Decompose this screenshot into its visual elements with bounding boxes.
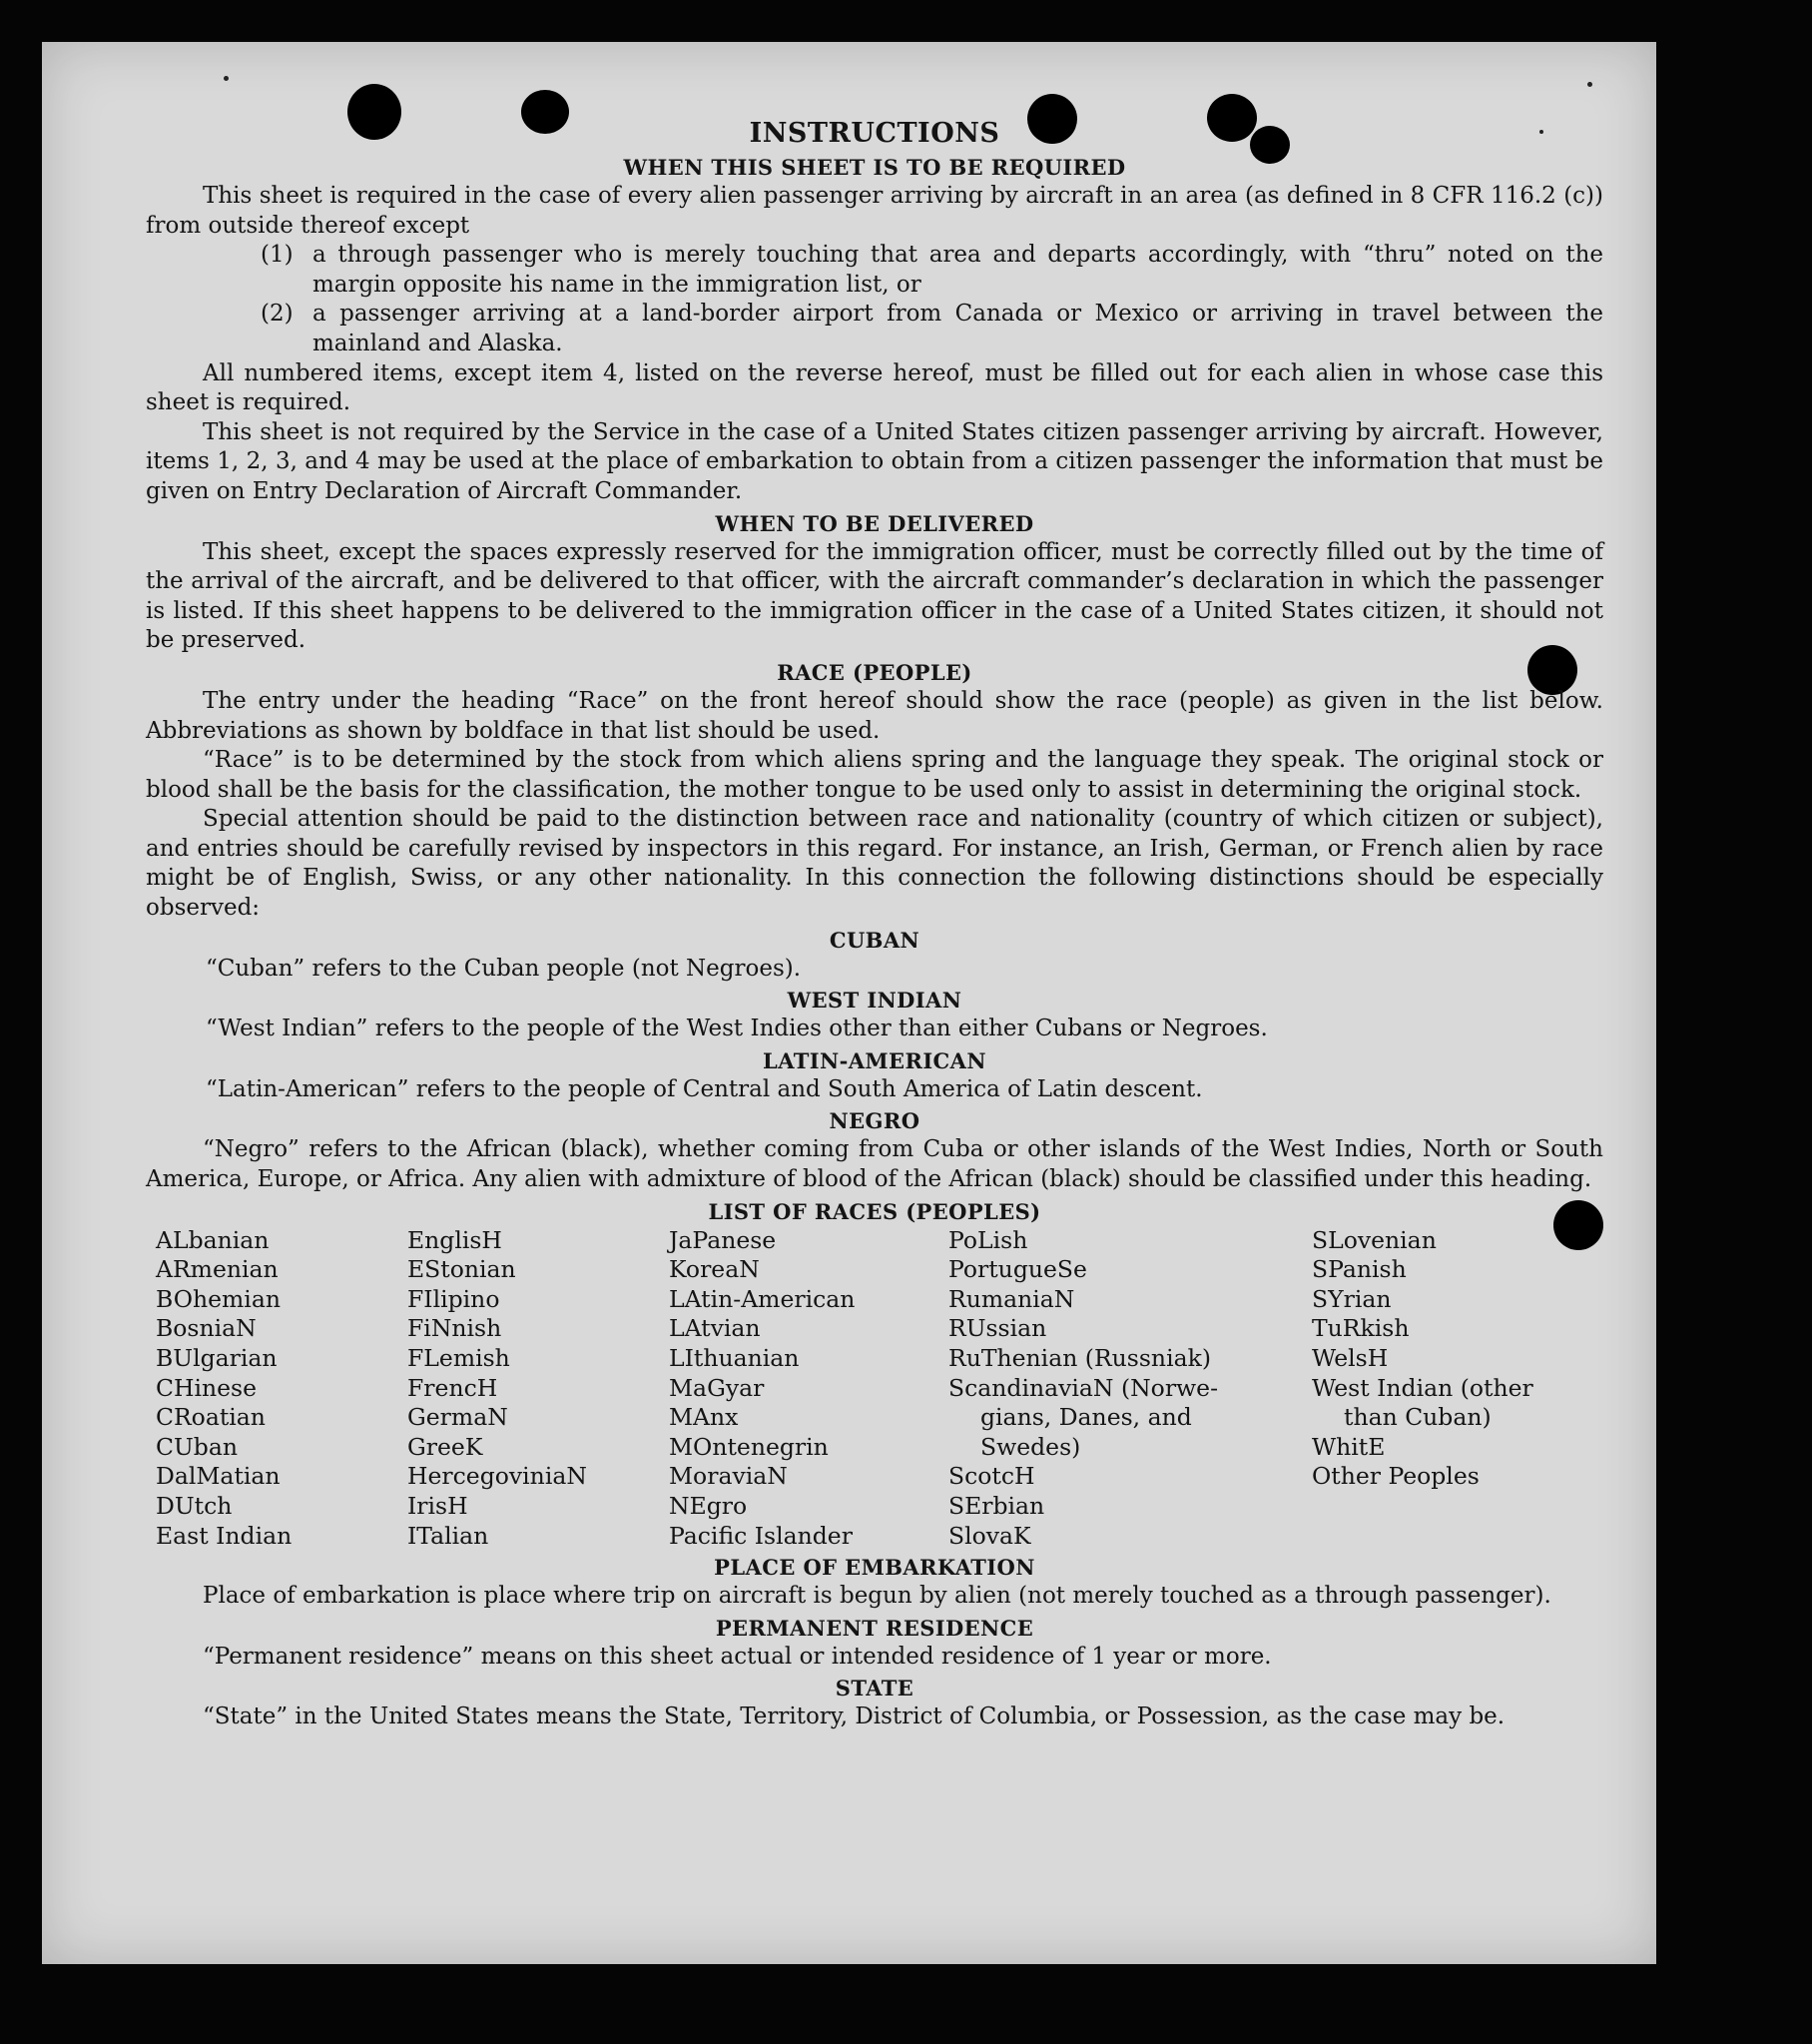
races-column [669, 1226, 948, 1552]
negro-definition: “Negro” refers to the African (black), whether coming from Cuba or other islands of the West Indies, North or South America, Europe, or Africa. Any alien with admixture of blood of the African (black) should be classified under this heading. [146, 1136, 1603, 1193]
item-number: (2) [261, 301, 294, 328]
race-entry: RuThenian (Russniak) [948, 1344, 1211, 1372]
heading-permanent-residence: PERMANENT RESIDENCE [715, 1615, 1034, 1641]
races-list [146, 1226, 1603, 1552]
race-entry: GermaN [407, 1403, 508, 1432]
heading-race: RACE (PEOPLE) [777, 659, 972, 685]
race-entry: MaGyar [669, 1373, 765, 1402]
heading-cuban: CUBAN [829, 927, 920, 953]
race-entry: ScandinaviaN (Norwe- [948, 1373, 1219, 1402]
race-entry: LAtin-American [669, 1284, 856, 1313]
permanent-residence-text: “Permanent residence” means on this sheet actual or intended residence of 1 year or more. [203, 1643, 1272, 1670]
race-entry: East Indian [156, 1521, 293, 1550]
race-entry: JaPanese [669, 1225, 777, 1254]
race-entry: SErbian [948, 1491, 1045, 1520]
race-entry: SYrian [1312, 1284, 1392, 1313]
race-entry: FiNnish [407, 1314, 502, 1343]
document-sheet [42, 42, 1656, 1964]
race-entry: DalMatian [156, 1462, 281, 1491]
place-of-embarkation-text: Place of embarkation is place where trip on aircraft is begun by alien (not merely touched as a through passenger). [203, 1583, 1551, 1610]
when-delivered-text: This sheet, except the spaces expressly reserved for the immigration officer, must be correctly filled out by the time of the arrival of the aircraft, and be delivered to that officer, with the aircraft commander’s declaration in which the passenger is listed. If this sheet happens to be delivered to the immigration officer in the case of a United States citizen, it should not be preserved. [146, 538, 1603, 654]
heading-west-indian: WEST INDIAN [787, 988, 962, 1014]
race-entry: LAtvian [669, 1314, 761, 1343]
race-entry: PoLish [948, 1225, 1028, 1254]
race-entry: MOntenegrin [669, 1432, 829, 1461]
race-entry: CUban [156, 1432, 238, 1461]
race-entry: Pacific Islander [669, 1521, 853, 1550]
race-entry: BUlgarian [156, 1344, 278, 1372]
races-column [948, 1226, 1312, 1552]
race-entry: MoraviaN [669, 1462, 788, 1491]
heading-place-of-embarkation: PLACE OF EMBARKATION [714, 1555, 1035, 1581]
when-required-intro: This sheet is required in the case of every alien passenger arriving by aircraft in an area (as defined in 8 CFR 116.2 (c)) from outside thereof except [146, 183, 1603, 239]
race-entry: NEgro [669, 1491, 748, 1520]
state-text: “State” in the United States means the State, Territory, District of Columbia, or Possession, as the case may be. [203, 1703, 1506, 1730]
race-entry: ALbanian [156, 1225, 270, 1254]
item-number: (1) [261, 242, 294, 269]
race-entry: RumaniaN [948, 1284, 1075, 1313]
race-entry: KoreaN [669, 1255, 760, 1284]
race-entry: SPanish [1312, 1255, 1407, 1284]
race-entry: SlovaK [948, 1521, 1031, 1550]
page-title: INSTRUCTIONS [749, 118, 1000, 149]
race-entry: GreeK [407, 1432, 483, 1461]
race-entry: West Indian (other [1312, 1373, 1533, 1402]
citizen-paragraph: This sheet is not required by the Service in the case of a United States citizen passenger arriving by aircraft. However, items 1, 2, 3, and 4 may be used at the place of embarkation to obtain from a citizen passenger the information that must be given on Entry Declaration of Aircraft Commander. [146, 418, 1603, 504]
race-entry-continuation: Swedes) [980, 1432, 1081, 1461]
race-entry-continuation: than Cuban) [1344, 1403, 1492, 1432]
west-indian-definition: “West Indian” refers to the people of the West Indies other than either Cubans or Negroes. [206, 1016, 1268, 1042]
race-entry: LIthuanian [669, 1344, 800, 1372]
races-column [1312, 1226, 1571, 1552]
heading-state: STATE [835, 1676, 914, 1702]
heading-when-delivered: WHEN TO BE DELIVERED [715, 510, 1034, 536]
latin-american-definition: “Latin-American” refers to the people of Central and South America of Latin descent. [206, 1075, 1203, 1102]
ink-speck [1587, 82, 1592, 87]
race-entry: FrencH [407, 1373, 498, 1402]
heading-negro: NEGRO [829, 1108, 920, 1134]
race-entry: CRoatian [156, 1403, 266, 1432]
exception-item [146, 241, 1603, 300]
race-entry: BOhemian [156, 1284, 281, 1313]
race-entry: FIlipino [407, 1284, 500, 1313]
races-column [146, 1226, 407, 1552]
heading-list-of-races: LIST OF RACES (PEOPLES) [708, 1198, 1041, 1224]
race-entry: CHinese [156, 1373, 257, 1402]
race-entry: RUssian [948, 1314, 1047, 1343]
race-entry: EStonian [407, 1255, 516, 1284]
ink-speck [224, 76, 229, 81]
instructions-content [146, 118, 1603, 1732]
races-column [407, 1226, 669, 1552]
race-paragraph-2: “Race” is to be determined by the stock from which aliens spring and the language they speak. The original stock or blood shall be the basis for the classification, the mother tongue to be used only to assist in determining the original stock. [146, 747, 1603, 803]
heading-when-required: WHEN THIS SHEET IS TO BE REQUIRED [623, 155, 1126, 180]
heading-latin-american: LATIN-AMERICAN [763, 1047, 986, 1073]
race-entry: EnglisH [407, 1225, 502, 1254]
cuban-definition: “Cuban” refers to the Cuban people (not Negroes). [206, 955, 802, 982]
race-entry: BosniaN [156, 1314, 257, 1343]
race-entry: ITalian [407, 1521, 489, 1550]
item-text: a passenger arriving at a land-border airport from Canada or Mexico or arriving in travel between the mainland and Alaska. [312, 301, 1603, 356]
race-entry: SLovenian [1312, 1225, 1437, 1254]
race-entry: Other Peoples [1312, 1462, 1480, 1491]
race-entry: DUtch [156, 1491, 233, 1520]
race-paragraph-1: The entry under the heading “Race” on the front hereof should show the race (people) as given in the list below. Abbreviations as shown by boldface in that list should be used. [146, 687, 1603, 744]
race-entry: HercegoviniaN [407, 1462, 587, 1491]
numbered-items-paragraph: All numbered items, except item 4, listed on the reverse hereof, must be filled out for each alien in whose case this sheet is required. [146, 359, 1603, 416]
race-entry: FLemish [407, 1344, 510, 1372]
race-entry: MAnx [669, 1403, 739, 1432]
race-entry: ARmenian [156, 1255, 279, 1284]
exception-item [146, 300, 1603, 358]
race-entry: WhitE [1312, 1432, 1386, 1461]
race-entry: IrisH [407, 1491, 468, 1520]
race-paragraph-3: Special attention should be paid to the distinction between race and nationality (country of which citizen or subject), and entries should be carefully revised by inspectors in this regard. For instance, an Irish, German, or French alien by race might be of English, Swiss, or any other nationality. In this connection the following distinctions should be especially observed: [146, 806, 1603, 922]
race-entry: TuRkish [1312, 1314, 1410, 1343]
race-entry-continuation: gians, Danes, and [980, 1403, 1192, 1432]
race-entry: ScotcH [948, 1462, 1035, 1491]
race-entry: PortugueSe [948, 1255, 1087, 1284]
race-entry: WelsH [1312, 1344, 1389, 1372]
item-text: a through passenger who is merely touching that area and departs accordingly, with “thru” noted on the margin opposite his name in the immigration list, or [312, 242, 1603, 298]
